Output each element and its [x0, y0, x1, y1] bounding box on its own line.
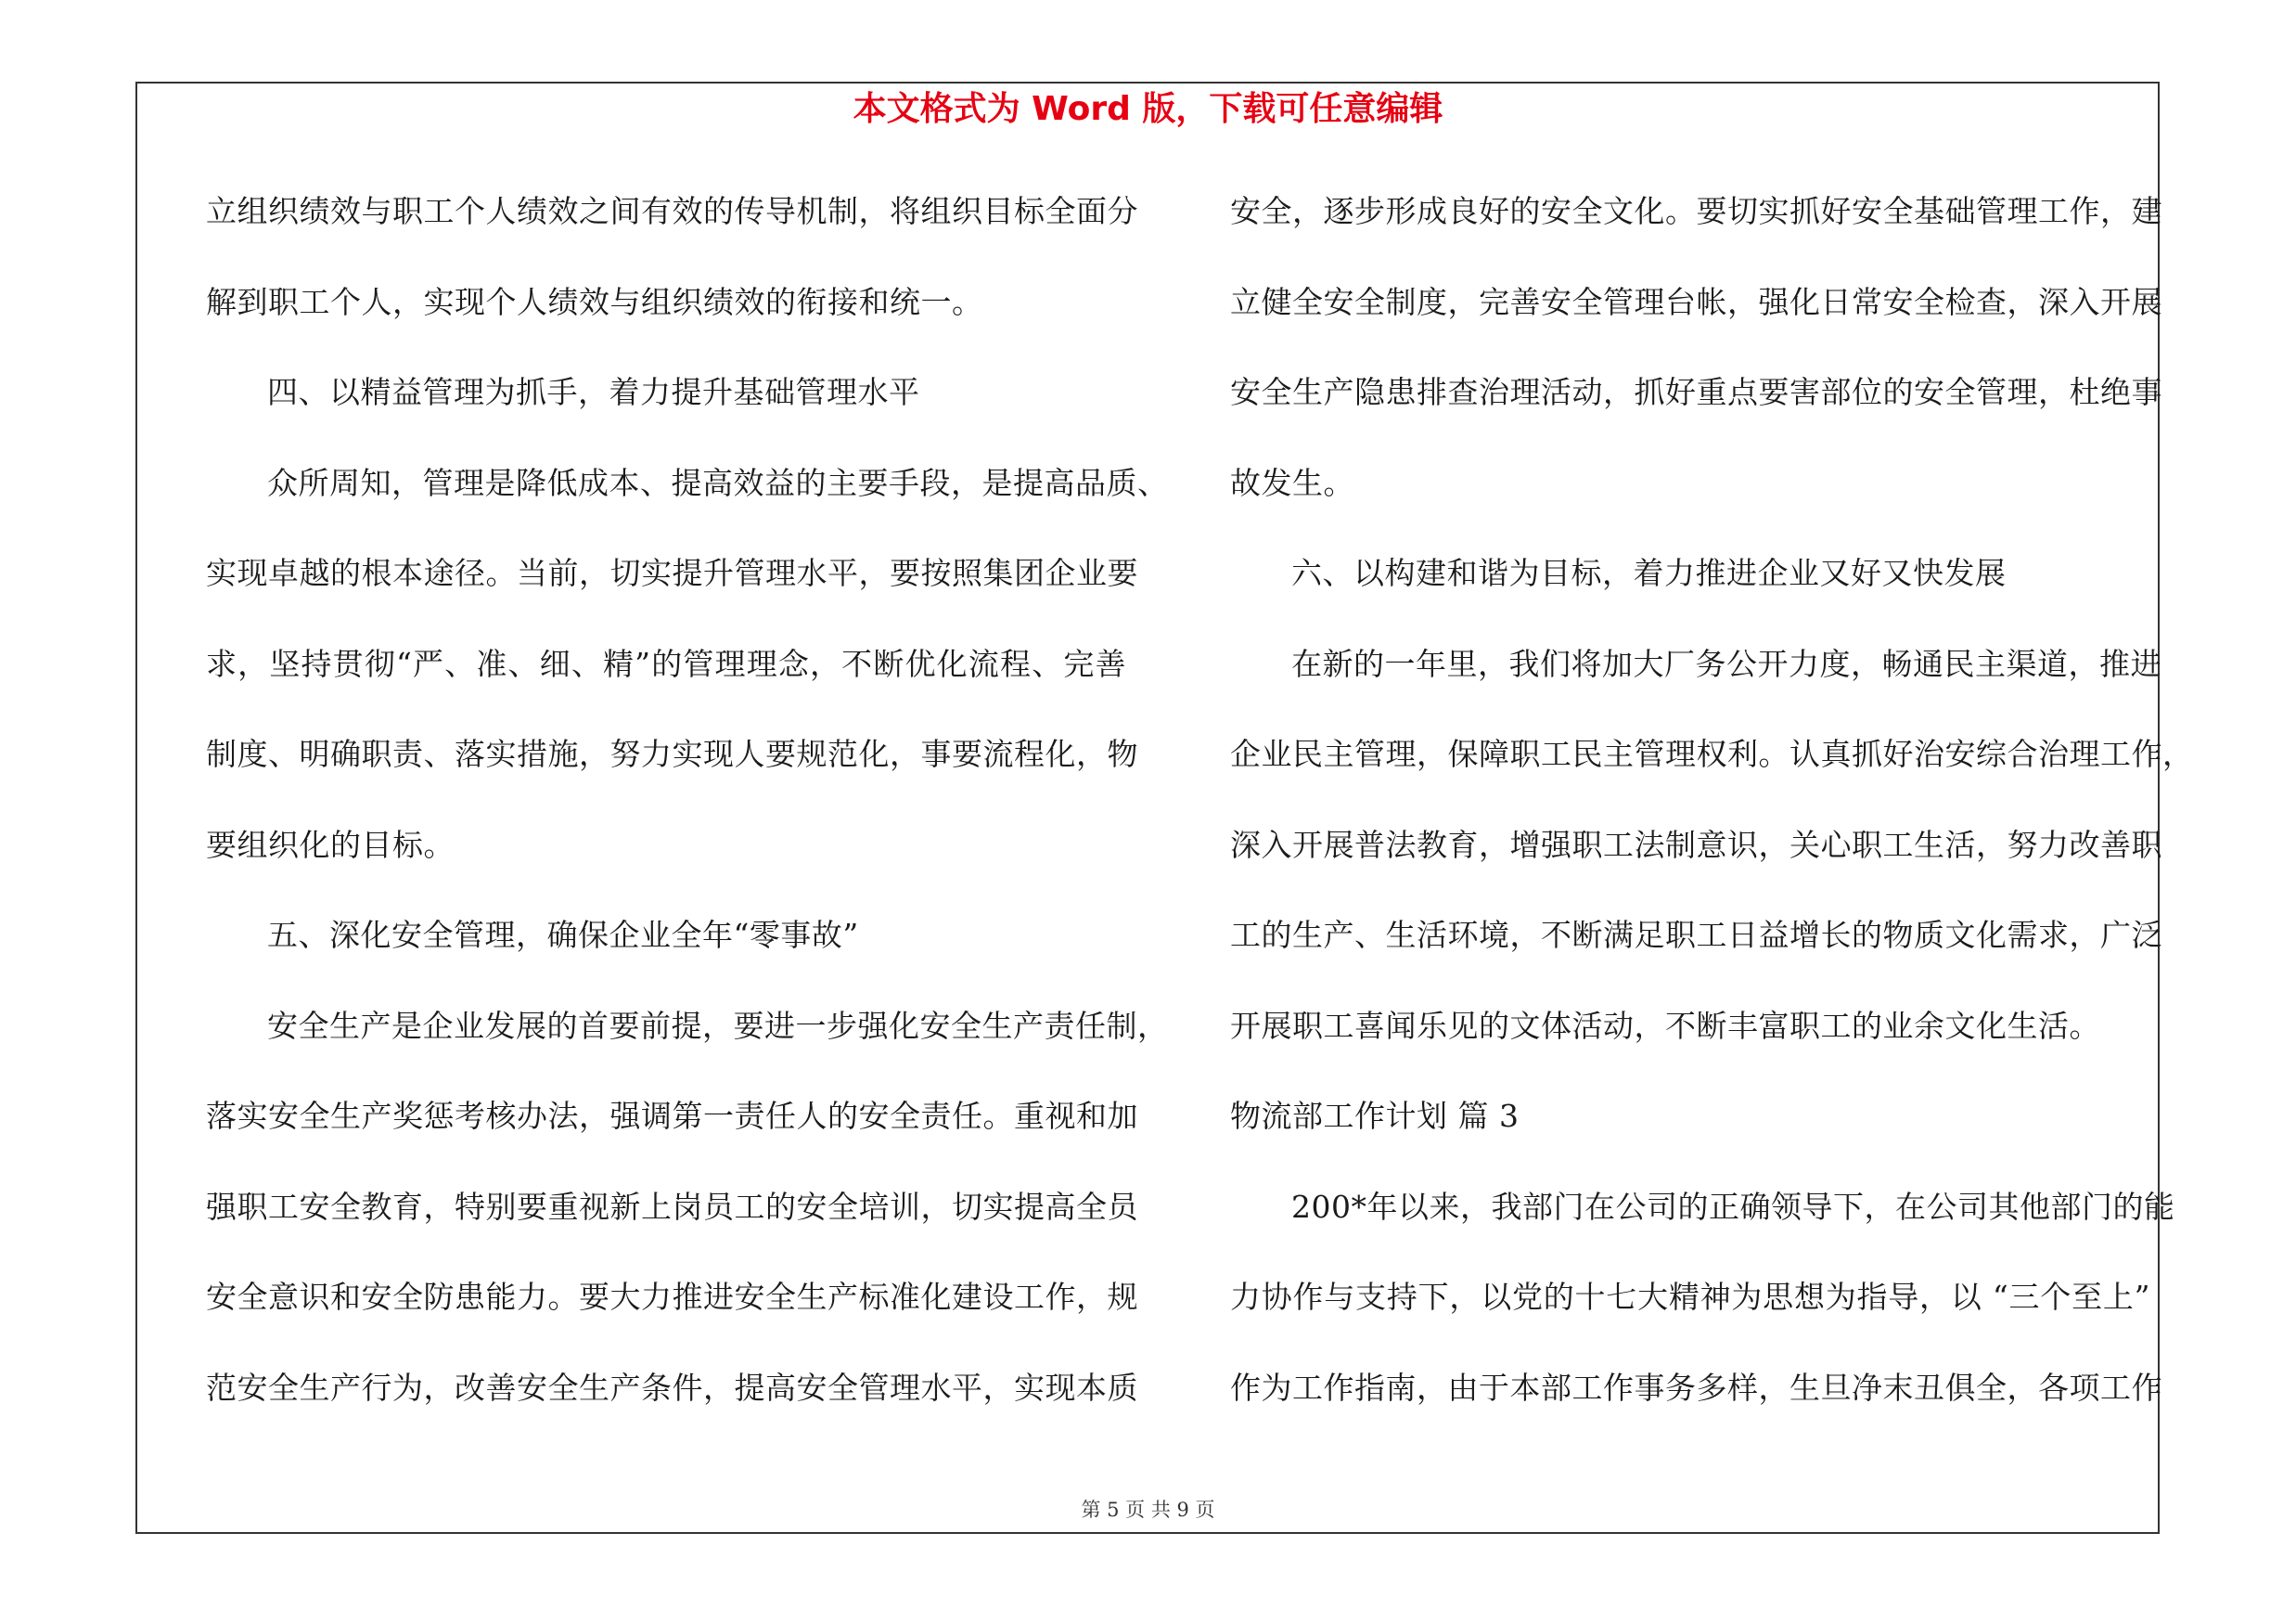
text-line: 企业民主管理，保障职工民主管理权利。认真抓好治安综合治理工作，: [1230, 736, 2194, 772]
text-line: 安全意识和安全防患能力。要大力推进安全生产标准化建设工作，规: [206, 1279, 1138, 1315]
text-line: 安全生产是企业发展的首要前提，要进一步强化安全生产责任制，: [267, 1007, 1169, 1044]
text-line: 作为工作指南，由于本部工作事务多样，生旦净末丑俱全，各项工作: [1230, 1369, 2162, 1406]
text-line: 落实安全生产奖惩考核办法，强调第一责任人的安全责任。重视和加: [206, 1098, 1138, 1134]
text-line: 求，坚持贯彻“严、准、细、精”的管理理念，不断优化流程、完善: [206, 645, 1126, 682]
text-line: 立健全安全制度，完善安全管理台帐，强化日常安全检查，深入开展: [1230, 283, 2162, 320]
section-heading: 五、深化安全管理，确保企业全年“零事故”: [267, 917, 859, 953]
left-text-column: [206, 184, 1169, 1450]
text-line: 安全，逐步形成良好的安全文化。要切实抓好安全基础管理工作，建: [1230, 193, 2162, 229]
text-line: 制度、明确职责、落实措施，努力实现人要规范化，事要流程化，物: [206, 736, 1138, 772]
section-heading: 四、以精益管理为抓手，着力提升基础管理水平: [267, 374, 920, 410]
page-number: 第 5 页 共 9 页: [1081, 1499, 1215, 1521]
right-text-column: [1230, 184, 2194, 1450]
section-heading: 六、以构建和谐为目标，着力推进企业又好又快发展: [1291, 555, 2007, 591]
text-line: 工的生产、生活环境，不断满足职工日益增长的物质文化需求，广泛: [1230, 917, 2162, 953]
text-line: 实现卓越的根本途径。当前，切实提升管理水平，要按照集团企业要: [206, 555, 1138, 591]
text-line: 众所周知，管理是降低成本、提高效益的主要手段，是提高品质、: [267, 464, 1169, 501]
text-line: 力协作与支持下，以党的十七大精神为思想为指导，以 “三个至上”: [1230, 1279, 2150, 1315]
word-format-notice: 本文格式为 Word 版，下载可任意编辑: [853, 90, 1443, 128]
text-line: 立组织绩效与职工个人绩效之间有效的传导机制，将组织目标全面分: [206, 193, 1138, 229]
text-line: 解到职工个人，实现个人绩效与组织绩效的衔接和统一。: [206, 283, 983, 320]
text-line: 强职工安全教育，特别要重视新上岗员工的安全培训，切实提高全员: [206, 1188, 1138, 1225]
section-title: 物流部工作计划 篇 3: [1230, 1098, 1520, 1134]
text-line: 在新的一年里，我们将加大厂务公开力度，畅通民主渠道，推进: [1291, 645, 2161, 682]
text-line: 故发生。: [1230, 464, 1354, 501]
text-line: 范安全生产行为，改善安全生产条件，提高安全管理水平，实现本质: [206, 1369, 1138, 1406]
text-line: 要组织化的目标。: [206, 826, 455, 863]
text-line: 开展职工喜闻乐见的文体活动，不断丰富职工的业余文化生活。: [1230, 1007, 2100, 1044]
text-line: 深入开展普法教育，增强职工法制意识，关心职工生活，努力改善职: [1230, 826, 2162, 863]
text-line: 安全生产隐患排查治理活动，抓好重点要害部位的安全管理，杜绝事: [1230, 374, 2162, 410]
text-line: 200*年以来，我部门在公司的正确领导下，在公司其他部门的能: [1291, 1188, 2175, 1225]
